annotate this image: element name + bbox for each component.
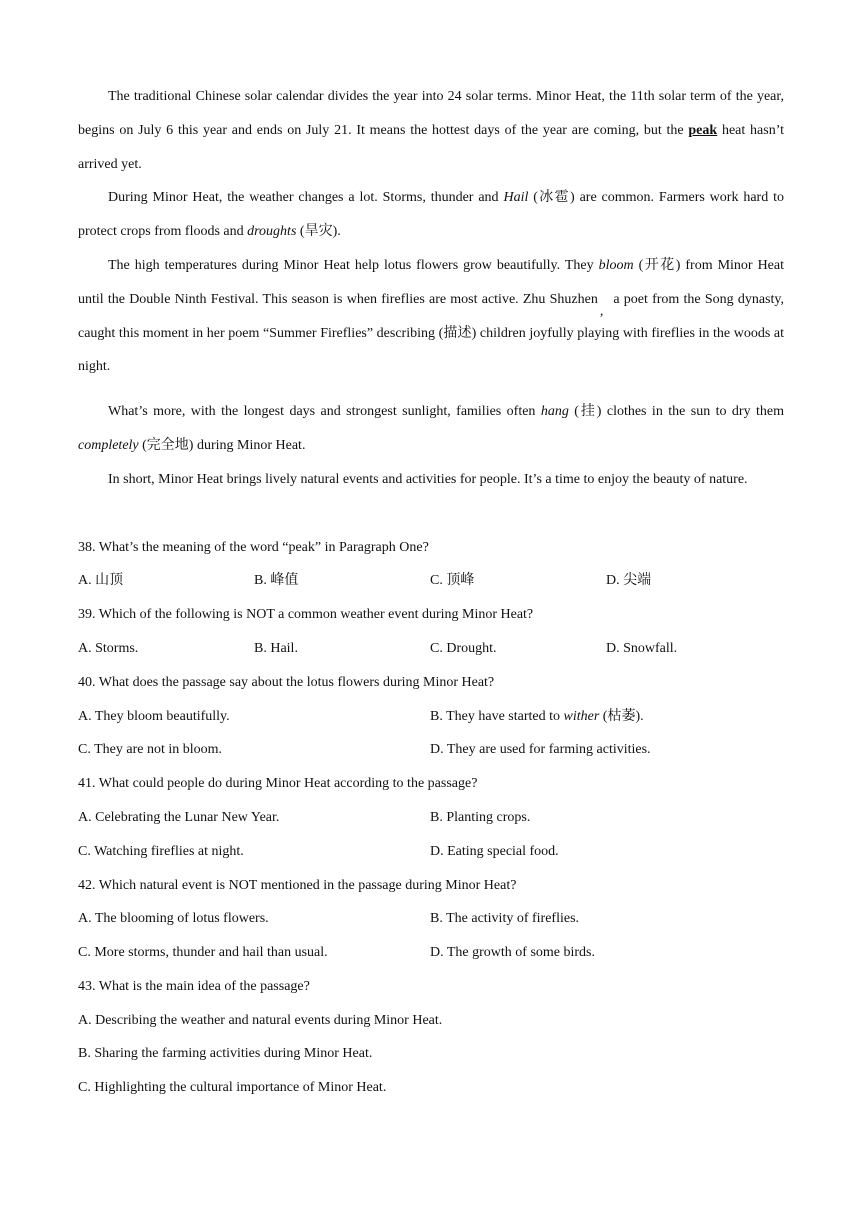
question-42-stem: 42. Which natural event is NOT mentioned in the passage during Minor Heat? <box>78 878 517 893</box>
passage-paragraph-3 <box>78 249 784 384</box>
italic-word: bloom <box>598 258 634 273</box>
paragraph-text: (挂) clothes in the sun to dry them <box>568 404 784 419</box>
option-text: B. They have started to <box>430 709 564 724</box>
paragraph-text: (完全地) during Minor Heat. <box>138 437 306 453</box>
italic-word: wither <box>563 709 600 724</box>
italic-word: droughts <box>247 223 297 239</box>
question-43-stem: 43. What is the main idea of the passage? <box>78 979 310 994</box>
question-39-option-d[interactable]: D. Snowfall. <box>606 641 678 656</box>
question-41-stem: 41. What could people do during Minor Heat according to the passage? <box>78 776 478 791</box>
question-40-stem: 40. What does the passage say about the lotus flowers during Minor Heat? <box>78 675 495 690</box>
paragraph-text: (开花) from Minor Heat until the Double Ninth Festival. This season is when fireflies are most active. Zhu Shuzhen <box>78 258 784 307</box>
question-40-option-d[interactable]: D. They are used for farming activities. <box>430 742 651 757</box>
question-42-option-c[interactable]: C. More storms, thunder and hail than usual. <box>78 945 328 960</box>
highlighted-word-peak: peak <box>688 122 718 138</box>
paragraph-text: , <box>599 303 604 319</box>
question-40-option-a[interactable]: A. They bloom beautifully. <box>78 709 230 724</box>
question-39-option-b[interactable]: B. Hail. <box>254 641 298 656</box>
option-text: (枯萎). <box>599 709 644 724</box>
question-38-option-a[interactable]: A. 山顶 <box>78 573 124 588</box>
question-41-option-a[interactable]: A. Celebrating the Lunar New Year. <box>78 810 280 825</box>
question-42-option-a[interactable]: A. The blooming of lotus flowers. <box>78 911 269 926</box>
paragraph-text: During Minor Heat, the weather changes a lot. Storms, thunder and <box>108 190 504 205</box>
question-38-option-c[interactable]: C. 顶峰 <box>430 573 475 588</box>
paragraph-text: a poet from the Song dynasty, caught this moment in her poem “Summer Fireflies” describing (描述) children joyfully playing with fireflies in the woods at night. <box>78 291 784 375</box>
passage-paragraph-1 <box>78 80 784 181</box>
question-42-option-d[interactable]: D. The growth of some birds. <box>430 945 595 960</box>
passage-paragraph-2 <box>78 181 784 249</box>
paragraph-text: The high temperatures during Minor Heat help lotus flowers grow beautifully. They <box>108 258 599 273</box>
question-43-option-a[interactable]: A. Describing the weather and natural events during Minor Heat. <box>78 1013 443 1028</box>
question-41-option-c[interactable]: C. Watching fireflies at night. <box>78 844 244 859</box>
italic-word: Hail <box>503 190 529 205</box>
paragraph-text: heat hasn’t arrived yet. <box>78 122 784 172</box>
paragraph-text: The traditional Chinese solar calendar divides the year into 24 solar terms. Minor Heat, the 11th solar term of the year, begins on July 6 this year and ends on July 21. It means the hottest days of the year are coming, but the <box>78 89 784 138</box>
paragraph-text: (旱灾). <box>296 223 341 239</box>
question-41-option-b[interactable]: B. Planting crops. <box>430 810 531 825</box>
question-41-option-d[interactable]: D. Eating special food. <box>430 844 559 859</box>
question-43-option-b[interactable]: B. Sharing the farming activities during Minor Heat. <box>78 1046 373 1061</box>
question-42-option-b[interactable]: B. The activity of fireflies. <box>430 911 580 926</box>
question-39-stem: 39. Which of the following is NOT a common weather event during Minor Heat? <box>78 607 534 622</box>
question-40-option-c[interactable]: C. They are not in bloom. <box>78 742 222 757</box>
italic-word: hang <box>540 404 569 419</box>
passage-paragraph-5: In short, Minor Heat brings lively natural events and activities for people. It’s a time to enjoy the beauty of nature. <box>108 472 748 487</box>
passage-paragraph-4 <box>78 395 784 463</box>
question-38-option-b[interactable]: B. 峰值 <box>254 573 299 588</box>
question-40-option-b[interactable] <box>430 707 644 727</box>
paragraph-text: (冰雹) are common. Farmers work hard to protect crops from floods and <box>78 190 784 239</box>
question-38-stem: 38. What’s the meaning of the word “peak” in Paragraph One? <box>78 540 429 555</box>
question-39-option-a[interactable]: A. Storms. <box>78 641 139 656</box>
question-43-option-c[interactable]: C. Highlighting the cultural importance of Minor Heat. <box>78 1080 387 1095</box>
question-39-option-c[interactable]: C. Drought. <box>430 641 497 656</box>
paragraph-text: What’s more, with the longest days and strongest sunlight, families often <box>108 404 541 419</box>
italic-word: completely <box>78 437 139 453</box>
question-38-option-d[interactable]: D. 尖端 <box>606 573 652 588</box>
